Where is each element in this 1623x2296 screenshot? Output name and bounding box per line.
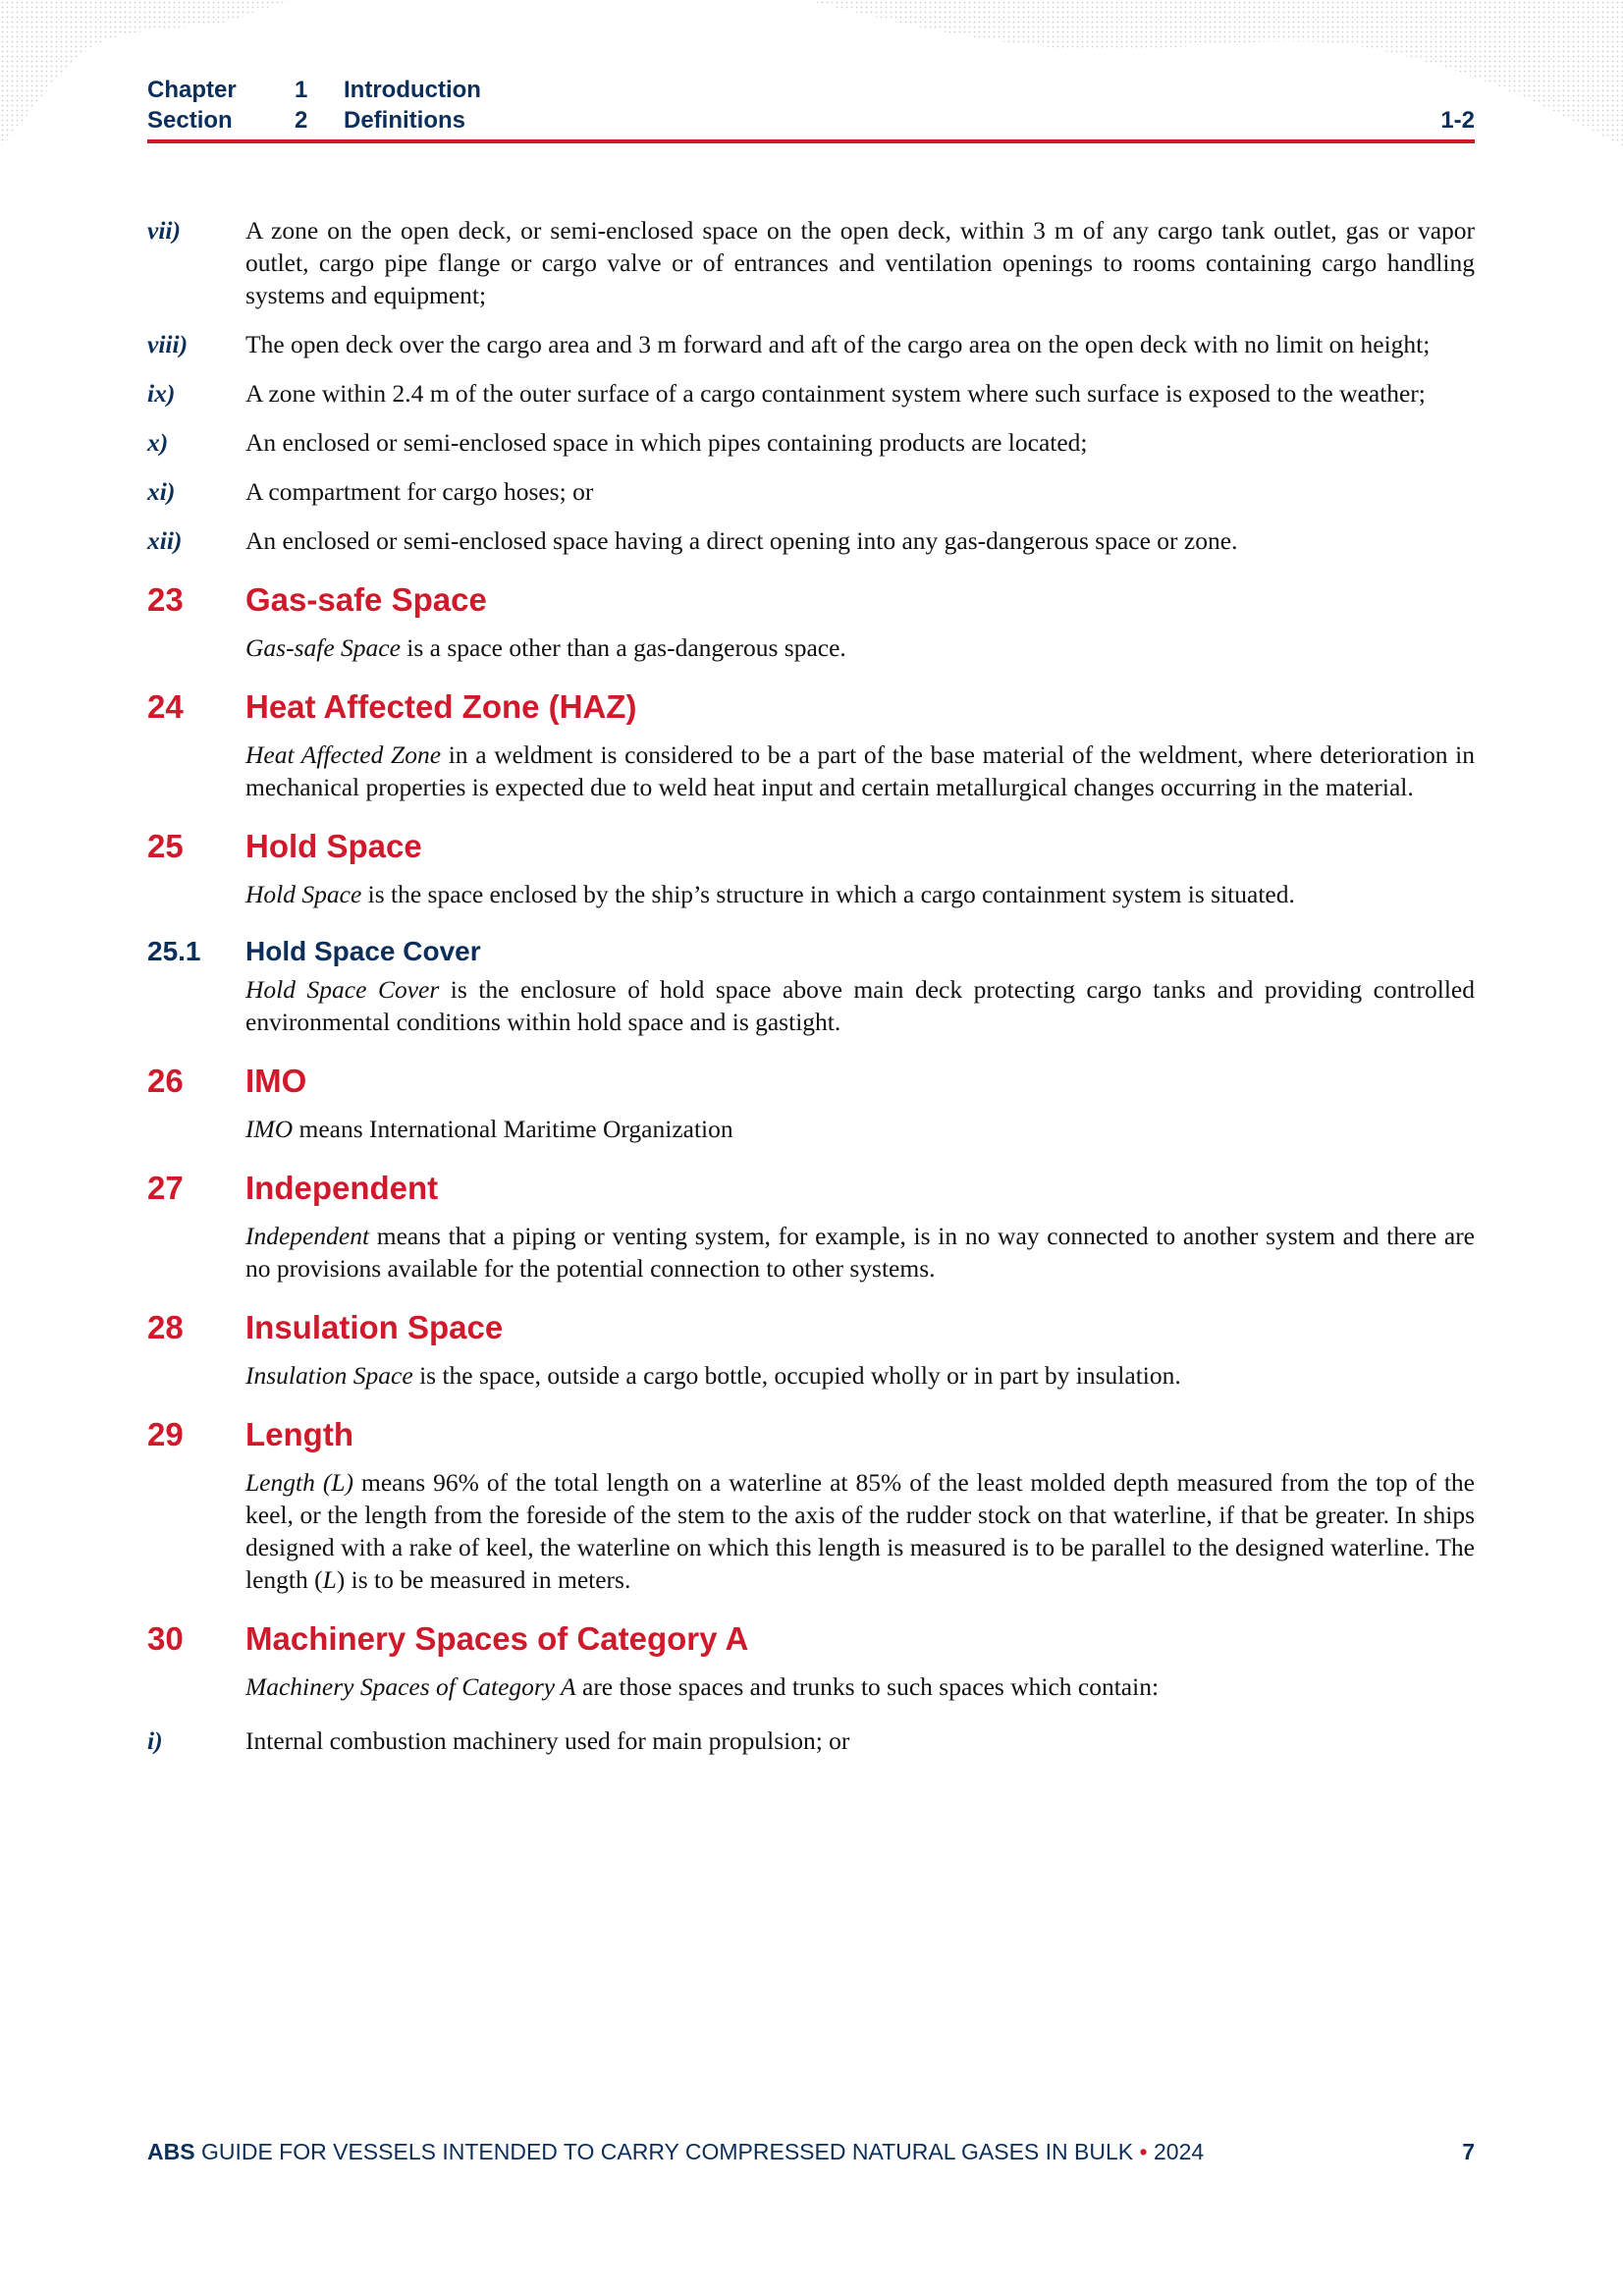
section-heading-23 (147, 578, 1475, 622)
list-item-text: The open deck over the cargo area and 3 m forward and aft of the cargo area on the open deck with no limit on height; (245, 330, 1431, 358)
footer-brand: ABS (147, 2139, 195, 2164)
section-number: 2 (295, 107, 308, 134)
definition-paragraph (245, 1220, 1475, 1285)
section-heading-25 (147, 825, 1475, 868)
defined-term: IMO (245, 1115, 294, 1143)
section-row (147, 105, 1475, 136)
section-title: Independent (245, 1170, 439, 1206)
defined-term: Length (L) (245, 1468, 354, 1497)
section-title: Heat Affected Zone (HAZ) (245, 688, 637, 725)
chapter-label: Chapter (147, 77, 237, 103)
definition-text: is the space, outside a cargo bottle, occupied wholly or in part by insulation. (412, 1361, 1181, 1390)
page-footer (147, 2139, 1475, 2165)
chapter-title: Introduction (344, 77, 481, 103)
section-label: Section (147, 107, 233, 134)
page-reference: 1-2 (1440, 107, 1475, 134)
subsection-heading-25-1 (147, 934, 1475, 969)
list-item-text: A zone on the open deck, or semi-enclosed space on the open deck, within 3 m of any cargo tank outlet, gas or vapor outlet, cargo pipe flange or cargo valve or of entrances and ventilation openings to rooms containing cargo handling systems and equipment; (245, 216, 1475, 309)
section-heading-26 (147, 1060, 1475, 1103)
list-item-text: An enclosed or semi-enclosed space in which pipes containing products are located; (245, 428, 1088, 457)
list-item-number: ix) (147, 379, 176, 408)
list-item (147, 475, 1475, 508)
section-title: Length (245, 1416, 353, 1452)
footer-guide-title: GUIDE FOR VESSELS INTENDED TO CARRY COMPRESSED NATURAL GASES IN BULK (194, 2139, 1140, 2164)
section-number: 24 (147, 688, 184, 725)
section-heading-24 (147, 685, 1475, 729)
defined-term: Independent (245, 1222, 370, 1250)
definition-text: is a space other than a gas-dangerous space. (400, 633, 846, 662)
definition-paragraph (245, 631, 1475, 664)
definition-paragraph (245, 878, 1475, 910)
subsection-title: Hold Space Cover (245, 936, 481, 966)
list-item (147, 426, 1475, 459)
section-number: 26 (147, 1063, 184, 1099)
section-title: IMO (245, 1063, 307, 1099)
list-item-number: i) (147, 1726, 163, 1755)
section-number: 25 (147, 828, 184, 864)
header-divider (147, 139, 1475, 143)
defined-term: Gas-safe Space (245, 633, 401, 662)
definition-text: in a weldment is considered to be a part of the base material of the weldment, where deterioration in mechanical properties is expected due to weld heat input and certain metallurgical changes occurring in the material. (245, 740, 1475, 801)
list-item-number: xii) (147, 526, 183, 555)
defined-term: Hold Space Cover (245, 975, 440, 1004)
section-heading-30 (147, 1617, 1475, 1661)
list-item-number: xi) (147, 477, 176, 506)
definition-text-end: ) is to be measured in meters. (336, 1565, 631, 1594)
section-number: 23 (147, 581, 184, 618)
definition-text: is the enclosure of hold space above main deck protecting cargo tanks and providing controlled environmental conditions within hold space and is gastight. (245, 975, 1475, 1036)
list-item-number: viii) (147, 330, 189, 358)
definition-text: means International Maritime Organization (293, 1115, 733, 1143)
list-item-number: x) (147, 428, 169, 457)
list-item (147, 524, 1475, 557)
definition-paragraph (245, 1466, 1475, 1596)
list-item-text: Internal combustion machinery used for main propulsion; or (245, 1726, 850, 1755)
footer-title (147, 2139, 1204, 2165)
definition-text: means 96% of the total length on a waterline at 85% of the least molded depth measured from the top of the keel, or the length from the foreside of the stem to the axis of the rudder stock on that waterline, if that be greater. In ships designed with a rake of keel, the waterline on which this length is measured is to be parallel to the designed waterline. The length ( (245, 1468, 1476, 1594)
chapter-row (147, 75, 1475, 105)
section-number: 28 (147, 1309, 184, 1345)
definition-paragraph (245, 1113, 1475, 1145)
chapter-number: 1 (295, 77, 308, 103)
section-title: Insulation Space (245, 1309, 504, 1345)
section-heading-27 (147, 1167, 1475, 1210)
defined-term: Hold Space (245, 880, 362, 908)
definition-text: are those spaces and trunks to such spaces which contain: (575, 1672, 1160, 1701)
page-number: 7 (1462, 2139, 1475, 2164)
footer-year: 2024 (1147, 2139, 1205, 2164)
list-item-text: An enclosed or semi-enclosed space having a direct opening into any gas-dangerous space or zone. (245, 526, 1238, 555)
list-item (147, 377, 1475, 410)
definition-paragraph (245, 738, 1475, 803)
list-item (147, 1724, 1475, 1757)
definition-paragraph (245, 1670, 1475, 1703)
defined-term: Machinery Spaces of Category A (245, 1672, 576, 1701)
definition-paragraph (245, 973, 1475, 1038)
defined-term: Insulation Space (245, 1361, 413, 1390)
page-body (147, 214, 1475, 1774)
section-title: Machinery Spaces of Category A (245, 1620, 749, 1657)
section-title: Definitions (344, 107, 465, 134)
section-heading-28 (147, 1306, 1475, 1349)
list-item-number: vii) (147, 216, 181, 245)
section-number: 29 (147, 1416, 184, 1452)
list-item (147, 328, 1475, 360)
section-heading-29 (147, 1413, 1475, 1456)
footer-bullet: • (1139, 2139, 1148, 2164)
definition-paragraph (245, 1359, 1475, 1392)
section-number: 30 (147, 1620, 184, 1657)
length-symbol: L (322, 1565, 337, 1594)
section-title: Gas-safe Space (245, 581, 487, 618)
running-header (147, 75, 1475, 136)
list-item-text: A compartment for cargo hoses; or (245, 477, 594, 506)
definition-text: means that a piping or venting system, for example, is in no way connected to another system and there are no provisions available for the potential connection to other systems. (245, 1222, 1475, 1283)
section-title: Hold Space (245, 828, 422, 864)
list-item (147, 214, 1475, 311)
definition-text: is the space enclosed by the ship’s structure in which a cargo containment system is situated. (361, 880, 1295, 908)
section-number: 27 (147, 1170, 184, 1206)
list-item-text: A zone within 2.4 m of the outer surface of a cargo containment system where such surface is exposed to the weather; (245, 379, 1426, 408)
defined-term: Heat Affected Zone (245, 740, 442, 769)
subsection-number: 25.1 (147, 936, 201, 966)
